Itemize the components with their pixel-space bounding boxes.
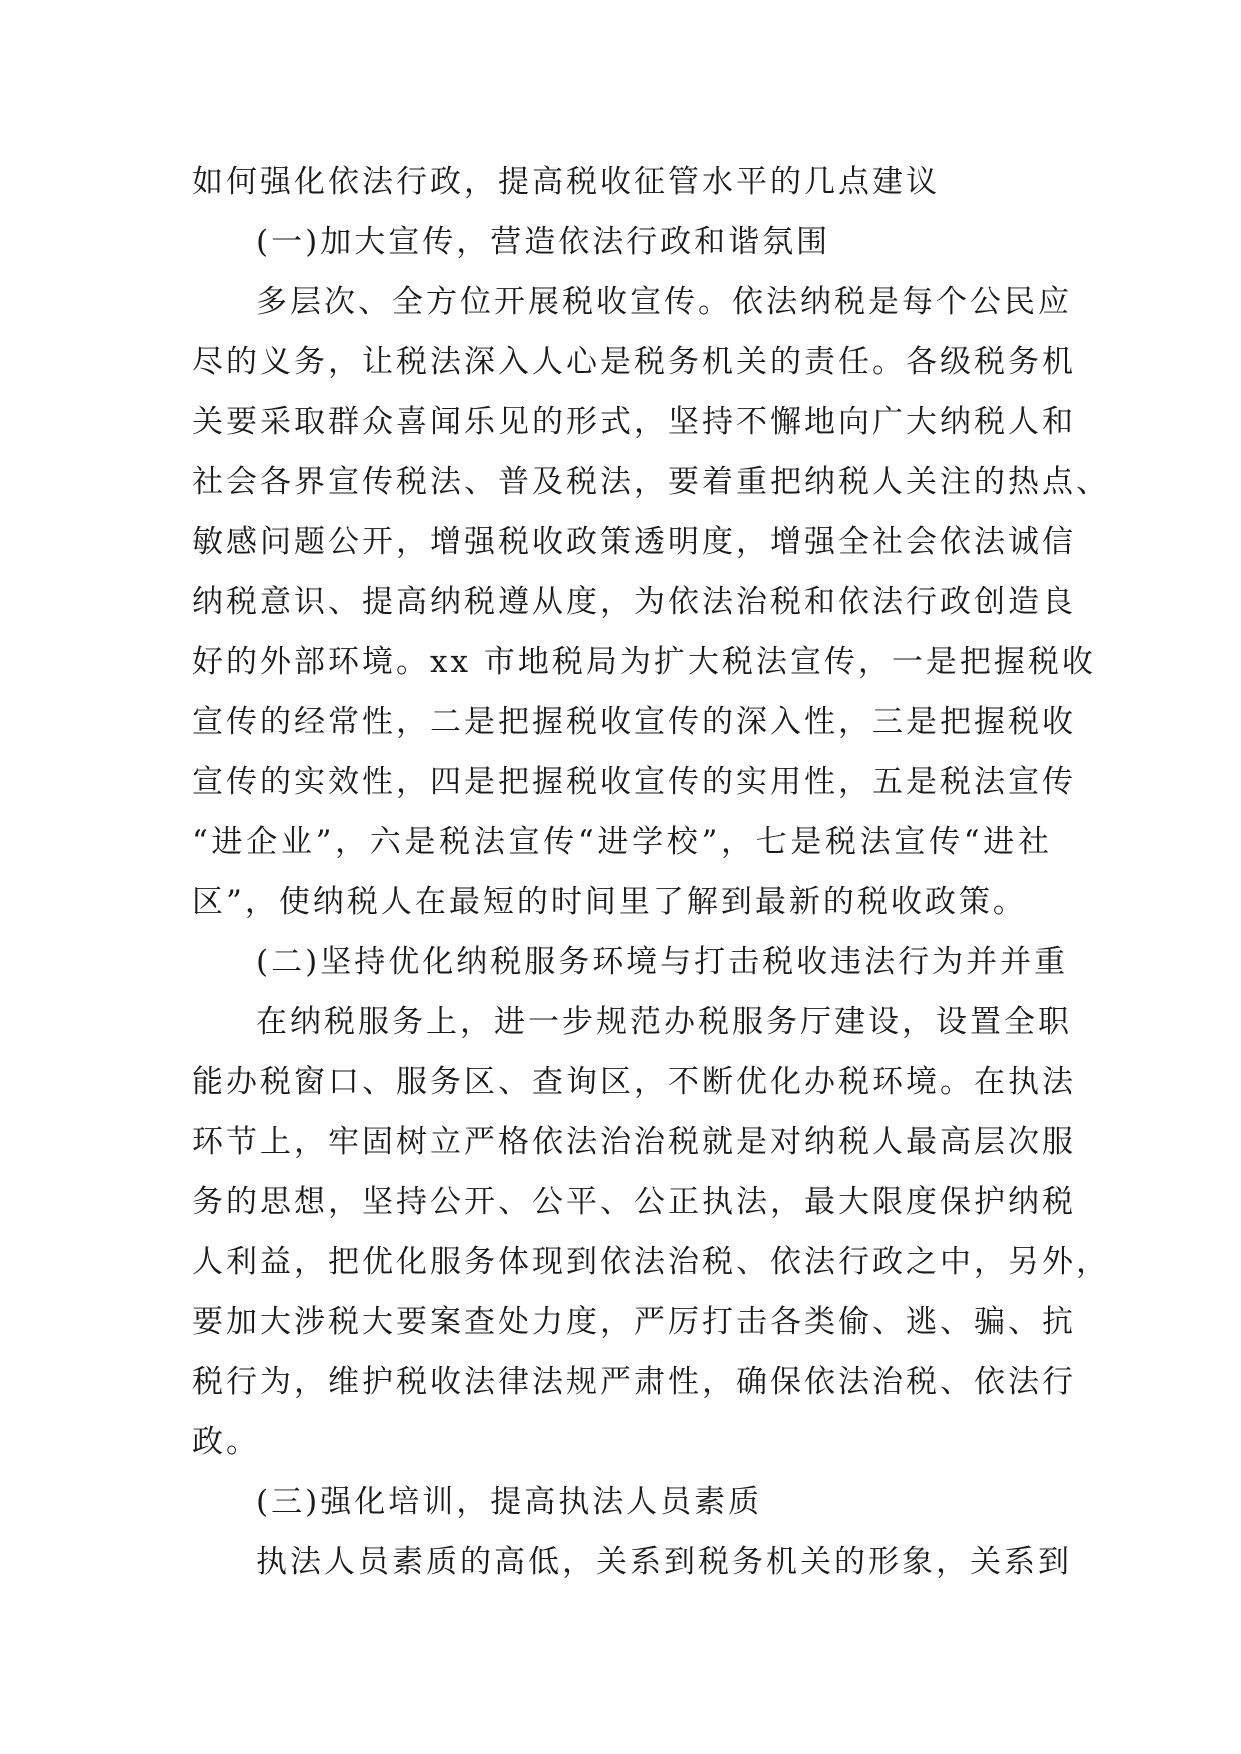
paragraph-line: 务的思想，坚持公开、公平、公正执法，最大限度保护纳税 [192, 1184, 1076, 1220]
paragraph-line: 宣传的经常性，二是把握税收宣传的深入性，三是把握税收 [192, 704, 1076, 740]
section-heading-2: (二)坚持优化纳税服务环境与打击税收违法行为并并重 [256, 944, 1069, 980]
paragraph-line: 宣传的实效性，四是把握税收宣传的实用性，五是税法宣传 [192, 764, 1076, 800]
paragraph-line: 尽的义务，让税法深入人心是税务机关的责任。各级税务机 [192, 344, 1076, 380]
paragraph-line: 社会各界宣传税法、普及税法，要着重把纳税人关注的热点、 [192, 464, 1110, 500]
section-heading-3: (三)强化培训，提高执法人员素质 [256, 1484, 763, 1520]
paragraph-line: 环节上，牢固树立严格依法治治税就是对纳税人最高层次服 [192, 1124, 1076, 1160]
paragraph-line: 关要采取群众喜闻乐见的形式，坚持不懈地向广大纳税人和 [192, 404, 1076, 440]
paragraph-line: “进企业”，六是税法宣传“进学校”，七是税法宣传“进社 [192, 824, 1052, 860]
paragraph-line: 好的外部环境。xx 市地税局为扩大税法宣传，一是把握税收 [192, 644, 1096, 680]
paragraph-line: 在纳税服务上，进一步规范办税服务厅建设，设置全职 [256, 1004, 1072, 1040]
document-page [192, 152, 1110, 1592]
document-title: 如何强化依法行政，提高税收征管水平的几点建议 [192, 164, 940, 200]
paragraph-line: 区”，使纳税人在最短的时间里了解到最新的税收政策。 [192, 884, 1027, 920]
paragraph-line: 政。 [192, 1424, 260, 1460]
paragraph-line: 敏感问题公开，增强税收政策透明度，增强全社会依法诚信 [192, 524, 1076, 560]
paragraph-line: 执法人员素质的高低，关系到税务机关的形象，关系到 [256, 1544, 1072, 1580]
paragraph-line: 税行为，维护税收法律法规严肃性，确保依法治税、依法行 [192, 1364, 1076, 1400]
section-heading-1: (一)加大宣传，营造依法行政和谐氛围 [256, 224, 831, 260]
paragraph-line: 能办税窗口、服务区、查询区，不断优化办税环境。在执法 [192, 1064, 1076, 1100]
paragraph-line: 人利益，把优化服务体现到依法治税、依法行政之中，另外， [192, 1244, 1110, 1280]
paragraph-line: 要加大涉税大要案查处力度，严厉打击各类偷、逃、骗、抗 [192, 1304, 1076, 1340]
paragraph-line: 纳税意识、提高纳税遵从度，为依法治税和依法行政创造良 [192, 584, 1076, 620]
paragraph-line: 多层次、全方位开展税收宣传。依法纳税是每个公民应 [256, 284, 1072, 320]
